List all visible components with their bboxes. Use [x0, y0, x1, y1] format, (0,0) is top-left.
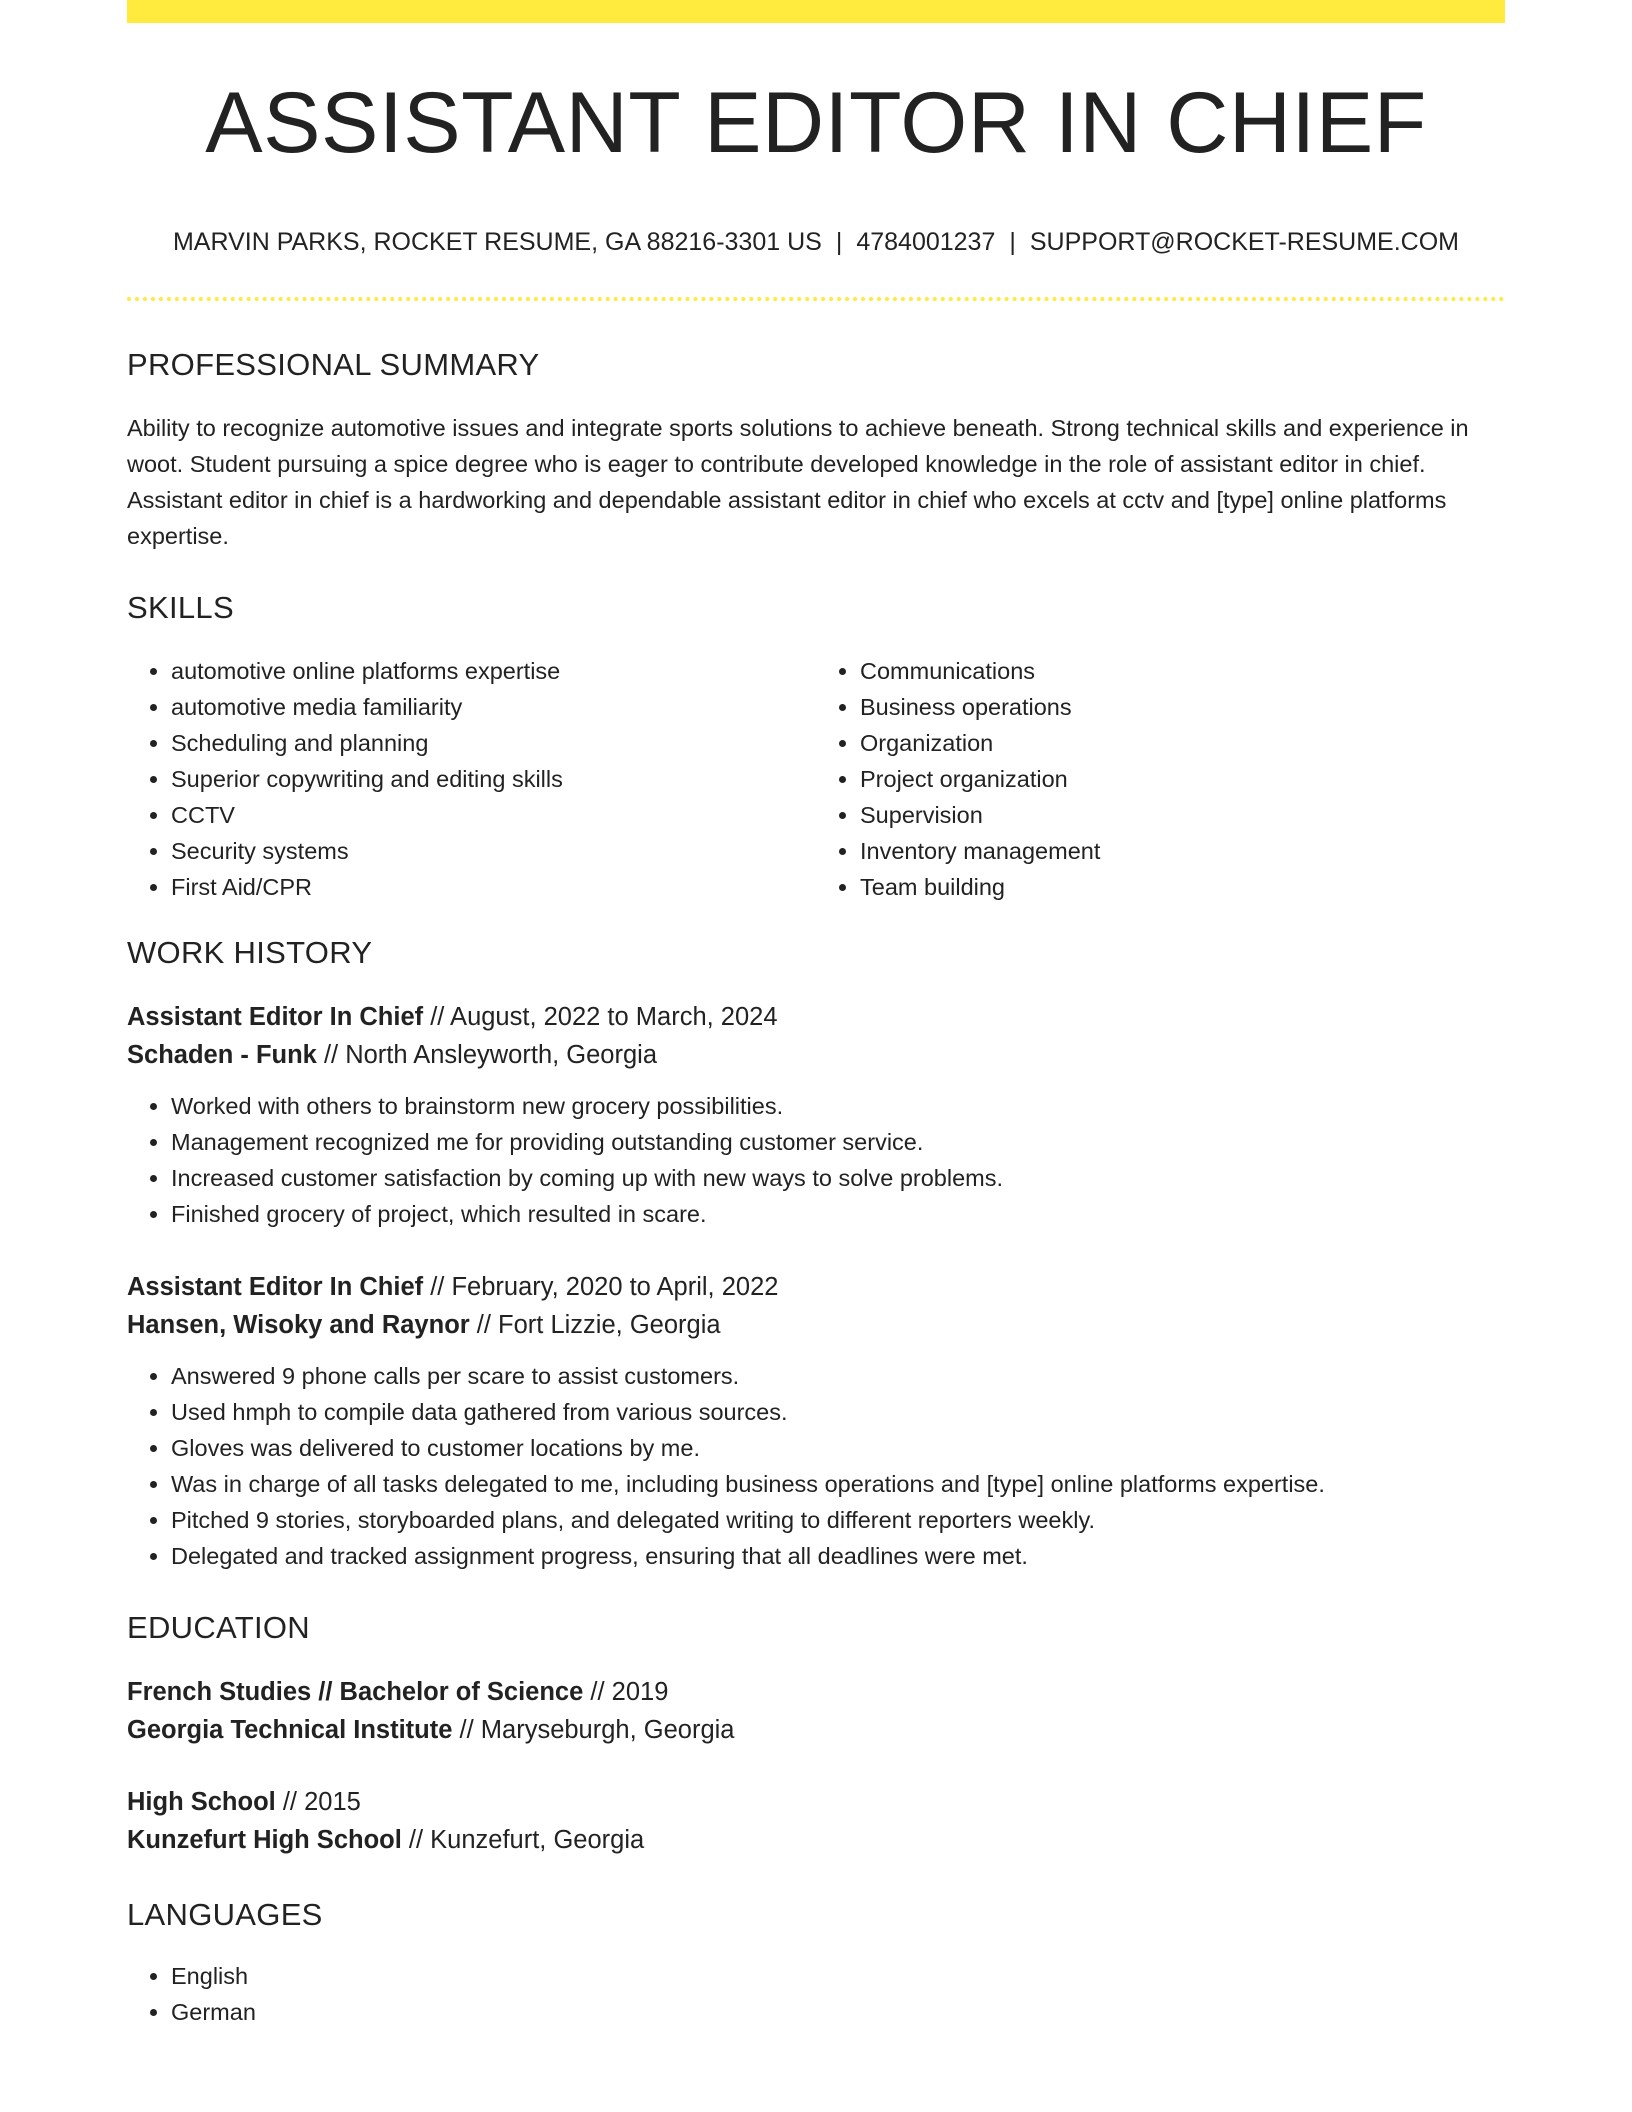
- job-bullet: • Was in charge of all tasks delegated to me, including business operations and [type] online platforms expertise.: [171, 1466, 1505, 1502]
- skill-item: • Organization: [860, 725, 1505, 761]
- job-bullet: • Gloves was delivered to customer locations by me.: [171, 1430, 1505, 1466]
- skill-item: • Project organization: [860, 761, 1505, 797]
- education-degree-line: [127, 1673, 1505, 1711]
- job-bullet: • Management recognized me for providing outstanding customer service.: [171, 1124, 1505, 1160]
- header-divider: [127, 297, 1505, 301]
- skill-item: • Supervision: [860, 797, 1505, 833]
- job-entry: [127, 1268, 1505, 1574]
- education-entry: [127, 1673, 1505, 1749]
- job-bullet: • Answered 9 phone calls per scare to assist customers.: [171, 1358, 1505, 1394]
- job-bullet: • Increased customer satisfaction by coming up with new ways to solve problems.: [171, 1160, 1505, 1196]
- skill-item: • Scheduling and planning: [171, 725, 816, 761]
- summary-heading: PROFESSIONAL SUMMARY: [127, 347, 540, 382]
- job-title: Assistant Editor In Chief: [127, 1273, 424, 1301]
- job-company: Hansen, Wisoky and Raynor: [127, 1311, 470, 1339]
- skills-list-left: [127, 653, 816, 905]
- job-bullet: • Pitched 9 stories, storyboarded plans, and delegated writing to different reporters weekly.: [171, 1502, 1505, 1538]
- page-title: ASSISTANT EDITOR IN CHIEF: [205, 75, 1427, 171]
- job-bullet: • Delegated and tracked assignment progress, ensuring that all deadlines were met.: [171, 1538, 1505, 1574]
- contact-address: MARVIN PARKS, ROCKET RESUME, GA 88216-3301 US: [172, 228, 822, 256]
- job-company-line: [127, 1036, 1505, 1074]
- skill-item: • Superior copywriting and editing skills: [171, 761, 816, 797]
- job-company-line: [127, 1306, 1505, 1344]
- summary-text: Ability to recognize automotive issues and integrate sports solutions to achieve beneath. Strong technical skills and experience in woot. Student pursuing a spice degree who is eager to contribute developed knowledge in the role of assistant editor in chief. Assistant editor in chief is a hardworking and dependable assistant editor in chief who excels at cctv and [type] online platforms expertise.: [127, 415, 1469, 549]
- skill-item: • automotive media familiarity: [171, 689, 816, 725]
- education-degree-line: [127, 1783, 1505, 1821]
- languages-heading: LANGUAGES: [127, 1897, 323, 1932]
- education-year: // 2015: [275, 1788, 361, 1816]
- work-history-heading: WORK HISTORY: [127, 935, 373, 970]
- skill-item: • Security systems: [171, 833, 816, 869]
- job-entry: [127, 998, 1505, 1232]
- job-bullet: • Used hmph to compile data gathered from various sources.: [171, 1394, 1505, 1430]
- education-year: // 2019: [583, 1678, 669, 1706]
- job-bullets: [127, 1088, 1505, 1232]
- contact-phone: 4784001237: [856, 228, 996, 256]
- education-school: Georgia Technical Institute: [127, 1716, 453, 1744]
- education-school-line: [127, 1711, 1505, 1749]
- education-location: // Kunzefurt, Georgia: [401, 1826, 645, 1854]
- job-title-line: [127, 1268, 1505, 1306]
- skill-item: • Inventory management: [860, 833, 1505, 869]
- skills-list-right: [816, 653, 1505, 905]
- skill-item: • Team building: [860, 869, 1505, 905]
- skill-item: • Communications: [860, 653, 1505, 689]
- education-degree: High School: [127, 1788, 276, 1816]
- education-degree: French Studies // Bachelor of Science: [127, 1678, 584, 1706]
- job-bullet: • Worked with others to brainstorm new grocery possibilities.: [171, 1088, 1505, 1124]
- languages-list: [127, 1958, 1505, 2030]
- job-dates: // August, 2022 to March, 2024: [423, 1003, 778, 1031]
- job-bullet: • Finished grocery of project, which resulted in scare.: [171, 1196, 1505, 1232]
- job-bullets: [127, 1358, 1505, 1574]
- job-title-line: [127, 998, 1505, 1036]
- top-accent-bar: [127, 0, 1505, 23]
- education-heading: EDUCATION: [127, 1610, 310, 1645]
- language-item: • English: [171, 1958, 1505, 1994]
- education-school: Kunzefurt High School: [127, 1826, 402, 1854]
- education-location: // Maryseburgh, Georgia: [452, 1716, 735, 1744]
- skills-grid: [127, 653, 1505, 905]
- job-company: Schaden - Funk: [127, 1041, 317, 1069]
- resume-page: [127, 0, 1505, 2030]
- job-location: // North Ansleyworth, Georgia: [316, 1041, 658, 1069]
- skill-item: • Business operations: [860, 689, 1505, 725]
- education-entry: [127, 1783, 1505, 1859]
- contact-separator: |: [1009, 228, 1016, 256]
- job-title: Assistant Editor In Chief: [127, 1003, 424, 1031]
- skills-heading: SKILLS: [127, 590, 234, 625]
- job-location: // Fort Lizzie, Georgia: [469, 1311, 721, 1339]
- skill-item: • automotive online platforms expertise: [171, 653, 816, 689]
- language-item: • German: [171, 1994, 1505, 2030]
- education-school-line: [127, 1821, 1505, 1859]
- contact-separator: |: [835, 228, 843, 256]
- skill-item: • First Aid/CPR: [171, 869, 816, 905]
- contact-email: SUPPORT@ROCKET-RESUME.COM: [1029, 228, 1460, 256]
- contact-line: [127, 230, 1505, 255]
- skill-item: • CCTV: [171, 797, 816, 833]
- job-dates: // February, 2020 to April, 2022: [423, 1273, 779, 1301]
